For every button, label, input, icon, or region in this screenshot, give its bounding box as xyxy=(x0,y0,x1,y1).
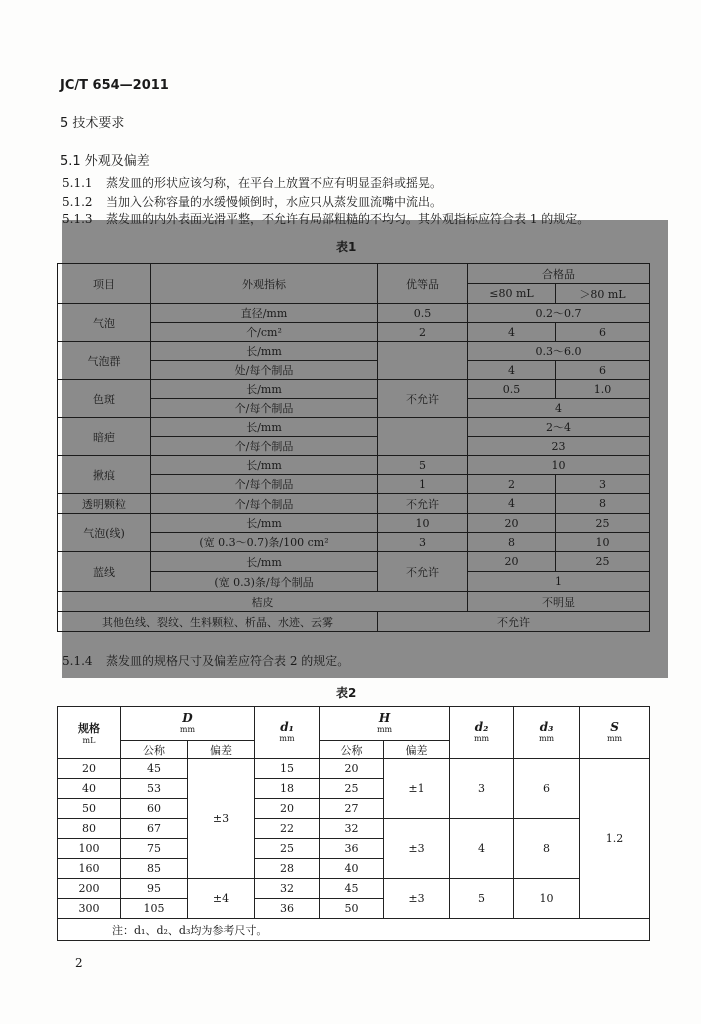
cell: 27 xyxy=(320,799,384,819)
cell: 36 xyxy=(320,839,384,859)
cell: 2 xyxy=(468,475,556,494)
row-name: 气泡 xyxy=(58,304,151,342)
cell: 不明显 xyxy=(468,592,650,612)
row-name: 蓝线 xyxy=(58,552,151,592)
cell: 20 xyxy=(468,514,556,533)
cell: 4 xyxy=(468,399,650,418)
row-name: 暗疤 xyxy=(58,418,151,456)
cell xyxy=(378,342,468,380)
cell: 200 xyxy=(58,879,121,899)
cell: 长/mm xyxy=(151,380,378,399)
cell: 100 xyxy=(58,839,121,859)
paragraph-5-1-3 xyxy=(62,210,589,227)
cell: 50 xyxy=(58,799,121,819)
header-qualified: 合格品 xyxy=(468,264,650,284)
paragraph-5-1-1 xyxy=(62,174,442,191)
cell: 5 xyxy=(378,456,468,475)
symbol: H xyxy=(378,711,391,725)
clause-text: 当加入公称容量的水缓慢倾倒时，水应只从蒸发皿流嘴中流出。 xyxy=(106,195,443,209)
cell: 0.2～0.7 xyxy=(468,304,650,323)
cell: 10 xyxy=(514,879,580,919)
unit: mL xyxy=(82,735,96,745)
header-D-tolerance: 偏差 xyxy=(188,741,255,759)
dimensions-table xyxy=(57,706,650,941)
cell: 长/mm xyxy=(151,418,378,437)
cell: 4 xyxy=(468,494,556,514)
unit: mm xyxy=(606,734,623,743)
cell: 160 xyxy=(58,859,121,879)
clause-text: 蒸发皿的规格尺寸及偏差应符合表 2 的规定。 xyxy=(106,654,350,668)
cell: 1 xyxy=(468,572,650,592)
cell: 个/每个制品 xyxy=(151,437,378,456)
cell: 45 xyxy=(121,759,188,779)
cell: 6 xyxy=(514,759,580,819)
row-name: 其他色线、裂纹、生料颗粒、析晶、水迹、云雾 xyxy=(58,612,378,632)
cell: 300 xyxy=(58,899,121,919)
header-excellent: 优等品 xyxy=(378,264,468,304)
row-name: 桔皮 xyxy=(58,592,468,612)
row-name: 揪痕 xyxy=(58,456,151,494)
cell: (宽 0.3～0.7)条/100 cm² xyxy=(151,533,378,552)
cell: 个/每个制品 xyxy=(151,494,378,514)
cell: 95 xyxy=(121,879,188,899)
cell: 32 xyxy=(320,819,384,839)
cell: 10 xyxy=(468,456,650,475)
cell: 20 xyxy=(255,799,320,819)
cell: 不允许 xyxy=(378,552,468,592)
cell: ±4 xyxy=(188,879,255,919)
unit: mm xyxy=(473,734,490,743)
cell: 85 xyxy=(121,859,188,879)
clause-text: 蒸发皿的内外表面光滑平整，不允许有局部粗糙的不均匀。其外观指标应符合表 1 的规定。 xyxy=(106,212,590,226)
cell: 25 xyxy=(255,839,320,859)
header-S xyxy=(580,707,650,759)
section-title: 5 技术要求 xyxy=(60,116,125,131)
page-number: 2 xyxy=(75,956,83,970)
cell: ±3 xyxy=(384,819,450,879)
cell: 个/每个制品 xyxy=(151,475,378,494)
header-gt80: ＞80 mL xyxy=(556,284,650,304)
cell: 不允许 xyxy=(378,380,468,418)
cell: 45 xyxy=(320,879,384,899)
cell: 不允许 xyxy=(378,612,650,632)
cell: 25 xyxy=(556,514,650,533)
cell: 长/mm xyxy=(151,342,378,361)
clause-number: 5.1.1 xyxy=(62,176,93,190)
cell: 3 xyxy=(378,533,468,552)
cell: 0.5 xyxy=(468,380,556,399)
clause-number: 5.1.3 xyxy=(62,212,93,226)
cell: 3 xyxy=(556,475,650,494)
header-H-nominal: 公称 xyxy=(320,741,384,759)
clause-number: 5.1.4 xyxy=(62,654,93,668)
cell: 15 xyxy=(255,759,320,779)
header-d3 xyxy=(514,707,580,759)
paragraph-5-1-4 xyxy=(62,652,349,669)
cell: 3 xyxy=(450,759,514,819)
appearance-table xyxy=(57,263,650,632)
cell: 8 xyxy=(556,494,650,514)
cell: 1.2 xyxy=(580,759,650,919)
cell: ±3 xyxy=(188,759,255,879)
header-D xyxy=(121,707,255,741)
unit: mm xyxy=(279,734,295,743)
cell: 20 xyxy=(58,759,121,779)
header-spec xyxy=(58,707,121,759)
cell: 40 xyxy=(320,859,384,879)
cell: 10 xyxy=(378,514,468,533)
cell: 长/mm xyxy=(151,456,378,475)
row-name: 色斑 xyxy=(58,380,151,418)
cell: 10 xyxy=(556,533,650,552)
paragraph-5-1-2 xyxy=(62,193,442,210)
cell: 1.0 xyxy=(556,380,650,399)
cell: (宽 0.3)条/每个制品 xyxy=(151,572,378,592)
cell xyxy=(378,418,468,456)
header-item: 项目 xyxy=(58,264,151,304)
cell: 直径/mm xyxy=(151,304,378,323)
cell: 处/每个制品 xyxy=(151,361,378,380)
cell: 5 xyxy=(450,879,514,919)
header-d1 xyxy=(255,707,320,759)
clause-number: 5.1.2 xyxy=(62,195,93,209)
cell: 53 xyxy=(121,779,188,799)
cell: 0.5 xyxy=(378,304,468,323)
spec-label: 规格 xyxy=(78,721,100,735)
cell: 6 xyxy=(556,361,650,380)
cell: 20 xyxy=(468,552,556,572)
cell: 40 xyxy=(58,779,121,799)
header-indicator: 外观指标 xyxy=(151,264,378,304)
cell: 28 xyxy=(255,859,320,879)
symbol: d₂ xyxy=(474,720,489,734)
row-name: 气泡(线) xyxy=(58,514,151,552)
cell: 32 xyxy=(255,879,320,899)
cell: 8 xyxy=(514,819,580,879)
cell: 18 xyxy=(255,779,320,799)
cell: 4 xyxy=(450,819,514,879)
table-note: 注：d₁、d₂、d₃均为参考尺寸。 xyxy=(58,919,650,941)
symbol: d₃ xyxy=(539,720,554,734)
cell: 2～4 xyxy=(468,418,650,437)
cell: 60 xyxy=(121,799,188,819)
cell: 36 xyxy=(255,899,320,919)
symbol: D xyxy=(182,711,193,725)
subsection-title: 5.1 外观及偏差 xyxy=(60,154,150,169)
row-name: 气泡群 xyxy=(58,342,151,380)
document-id: JC/T 654—2011 xyxy=(60,78,169,93)
cell: 22 xyxy=(255,819,320,839)
cell: 105 xyxy=(121,899,188,919)
cell: 75 xyxy=(121,839,188,859)
cell: ±1 xyxy=(384,759,450,819)
cell: 长/mm xyxy=(151,514,378,533)
unit: mm xyxy=(538,734,555,743)
cell: 个/cm² xyxy=(151,323,378,342)
cell: 长/mm xyxy=(151,552,378,572)
cell: 不允许 xyxy=(378,494,468,514)
cell: 20 xyxy=(320,759,384,779)
cell: 6 xyxy=(556,323,650,342)
cell: ±3 xyxy=(384,879,450,919)
cell: 23 xyxy=(468,437,650,456)
cell: 8 xyxy=(468,533,556,552)
table2-caption: 表2 xyxy=(336,686,357,700)
header-d2 xyxy=(450,707,514,759)
cell: 2 xyxy=(378,323,468,342)
cell: 0.3～6.0 xyxy=(468,342,650,361)
header-H-tolerance: 偏差 xyxy=(384,741,450,759)
cell: 25 xyxy=(320,779,384,799)
unit: mm xyxy=(376,725,393,734)
row-name: 透明颗粒 xyxy=(58,494,151,514)
table1-caption: 表1 xyxy=(336,240,357,254)
cell: 25 xyxy=(556,552,650,572)
cell: 4 xyxy=(468,361,556,380)
cell: 4 xyxy=(468,323,556,342)
cell: 80 xyxy=(58,819,121,839)
cell: 1 xyxy=(378,475,468,494)
cell: 50 xyxy=(320,899,384,919)
header-H xyxy=(320,707,450,741)
clause-text: 蒸发皿的形状应该匀称，在平台上放置不应有明显歪斜或摇晃。 xyxy=(106,176,443,190)
header-D-nominal: 公称 xyxy=(121,741,188,759)
cell: 67 xyxy=(121,819,188,839)
unit: mm xyxy=(179,725,196,734)
symbol: S xyxy=(610,720,619,734)
header-le80: ≤80 mL xyxy=(468,284,556,304)
symbol: d₁ xyxy=(280,720,294,734)
cell: 个/每个制品 xyxy=(151,399,378,418)
